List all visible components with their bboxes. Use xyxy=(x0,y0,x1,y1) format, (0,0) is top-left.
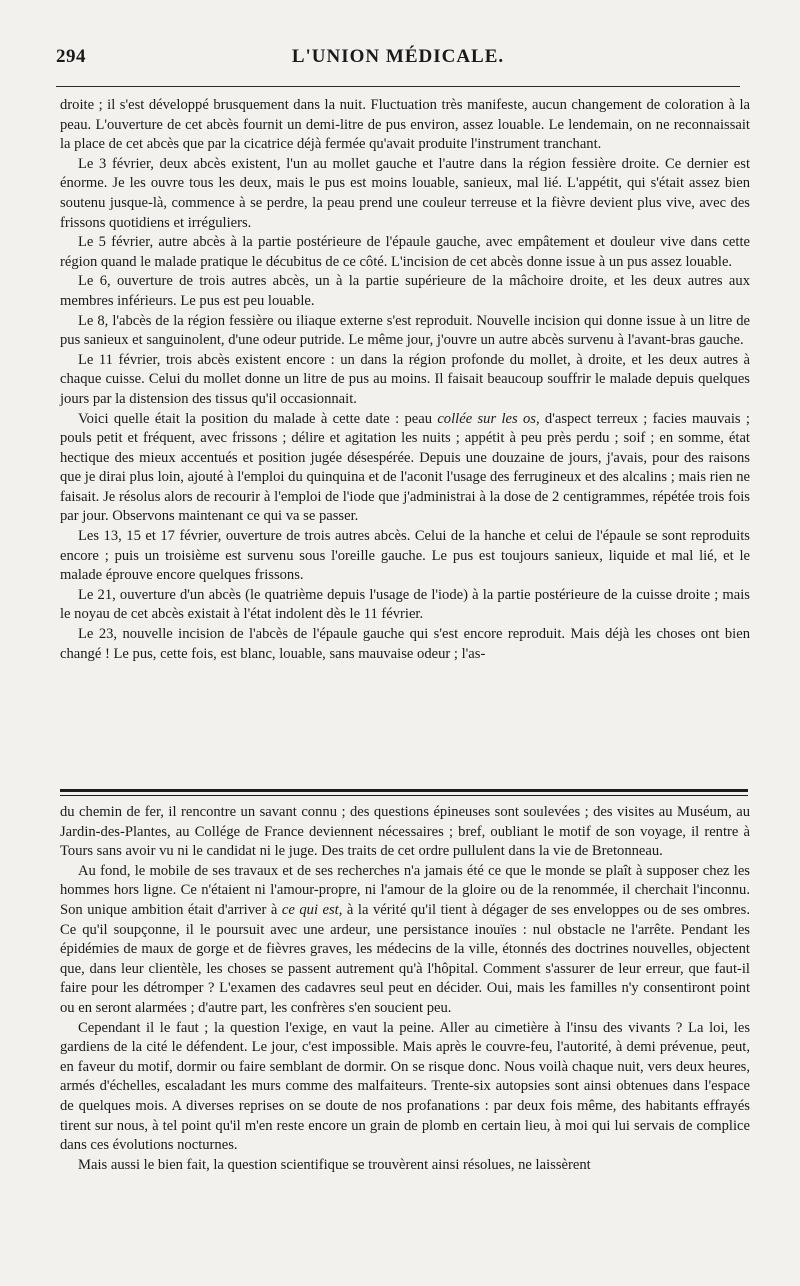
feuilleton-divider-thin xyxy=(60,795,748,796)
article-paragraph: Le 21, ouverture d'un abcès (le quatrième depuis l'usage de l'iode) à la partie postérieure de la cuisse droite ; mais le noyau de cet abcès existait à l'état indolent dès le 11 février. xyxy=(60,586,750,623)
page-number: 294 xyxy=(56,46,86,67)
italic-phrase: ce qui est, xyxy=(281,901,343,918)
running-title: L'UNION MÉDICALE. xyxy=(291,46,505,67)
paragraph-text: Voici quelle était la position du malade à cette date : peau xyxy=(78,410,438,427)
feuilleton-paragraph xyxy=(60,862,750,1019)
header-rule xyxy=(56,86,740,87)
article-paragraph: droite ; il s'est développé brusquement dans la nuit. Fluctuation très manifeste, aucun changement de coloration à la peau. L'ouverture de cet abcès fournit un demi-litre de pus environ, assez louable. Le lendemain, on ne reconnaissait la place de cet abcès que par la cicatrice déjà fermée qu'avait produite l'instrument tranchant. xyxy=(60,97,750,153)
article-paragraph: Le 5 février, autre abcès à la partie postérieure de l'épaule gauche, avec empâtement et douleur vive dans cette région quand le malade pratique le décubitus de ce côté. L'incision de cet abcès donne issue à un pus assez louable. xyxy=(60,234,750,270)
article-paragraph xyxy=(60,410,750,528)
article-paragraph: Le 8, l'abcès de la région fessière ou iliaque externe s'est reproduit. Nouvelle incision qui donne issue à un litre de pus sanieux et sanguinolent, d'une odeur putride. Le même jour, j'ouvre un autre abcès survenu à l'avant-bras gauche. xyxy=(60,312,750,349)
italic-phrase: collée sur les os, xyxy=(437,410,540,427)
article-paragraph: Le 3 février, deux abcès existent, l'un au mollet gauche et l'autre dans la région fessière droite. Ce dernier est énorme. Je les ouvre tous les deux, mais le pus est moins louable, sanieux, mal lié. L'appétit, qui s'était assez bien soutenu jusque-là, commence à se perdre, la peau prend une couleur terreuse et la fièvre devient plus vive, avec des frissons quotidiens et irréguliers. xyxy=(60,155,750,231)
article-paragraph: Le 6, ouverture de trois autres abcès, un à la partie supérieure de la mâchoire droite, et les deux autres aux membres inférieurs. Le pus est peu louable. xyxy=(60,273,750,309)
feuilleton-divider-thick xyxy=(60,789,748,792)
feuilleton-paragraph: du chemin de fer, il rencontre un savant connu ; des questions épineuses sont soulevées ; des visites au Muséum, au Jardin-des-Plantes, au Collége de France deviennent nécessaires ; bref, oubliant le motif de son voyage, il rentre à Tours sans avoir vu ni le candidat ni le juge. Des traits de cet ordre pullulent dans la vie de Bretonneau. xyxy=(60,804,750,860)
feuilleton-paragraph: Cependant il le faut ; la question l'exige, en vaut la peine. Aller au cimetière à l'insu des vivants ? La loi, les gardiens de la cité le défendent. Le jour, c'est impossible. Mais après le couvre-feu, l'autorité, à demi prévenue, peut, en faveur du motif, dormir ou faire semblant de dormir. On se risque donc. Nous voilà chaque nuit, vers deux heures, armés d'échelles, escaladant les murs comme des malfaiteurs. Trente-six autopsies sont ainsi obtenues dans l'espace de quelques mois. A diverses reprises on se doute de nos profanations : par deux fois même, des habitants effrayés tirent sur nous, à tel point qu'il m'en reste encore un grain de plomb en certain lieu, à moi qui lui servais de complice dans ces évolutions nocturnes. xyxy=(60,1019,750,1154)
paragraph-text: à la vérité qu'il tient à dégager de ses enveloppes ou de ses ombres. Ce qu'il soupçonne, il le poursuit avec une ardeur, une persistance inouïes : nul obstacle ne l'arrête. Pendant les épidémies de maux de gorge et de fièvres graves, les médecins de la ville, étonnés des doctrines nouvelles, objectent que, dans leur clientèle, les choses se passent autrement qu'à l'hôpital. Comment s'assurer de leur erreur, que faut-il faire pour les détromper ? L'examen des cadavres seul peut en décider. Oui, mais les familles n'y consentiront point ou en seront alarmées ; d'autre part, les confrères s'en soucient peu. xyxy=(60,901,750,1016)
paragraph-text: d'aspect terreux ; facies mauvais ; pouls petit et fréquent, avec frissons ; délire et agitation les nuits ; appétit à peu près perdu ; soif ; en somme, état hectique des mieux accentués et position jugée désespérée. Depuis une douzaine de jours, j'avais, pour des raisons que je dirai plus loin, ajouté à l'emploi du quinquina et de l'aconit l'usage des ferrugineux et des alcalins ; mais rien ne faisait. Je résolus alors de recourir à l'emploi de l'iode que j'administrai à la dose de 2 centigrammes, répétée trois fois par jour. Observons maintenant ce qui va se passer. xyxy=(60,410,750,525)
paragraph-text: Au fond, le mobile de ses travaux et de ses recherches n'a jamais été ce que le monde se plaît à supposer chez les hommes hors ligne. Ce n'étaient ni l'amour-propre, ni l'amour de la gloire ou de la renommée, il cherchait l'inconnu. Son unique ambition était d'arriver à xyxy=(60,862,750,918)
article-paragraph: Les 13, 15 et 17 février, ouverture de trois autres abcès. Celui de la hanche et celui de l'épaule se sont reproduits encore ; puis un troisième est survenu sous l'oreille gauche. Le pus est toujours sanieux, liquide et mal lié, et le malade éprouve encore quelques frissons. xyxy=(60,528,750,584)
main-article-body xyxy=(60,96,750,664)
article-paragraph: Le 11 février, trois abcès existent encore : un dans la région profonde du mollet, à droite, et les deux autres à chaque cuisse. Celui du mollet donne un litre de pus au moins. Il faisait beaucoup souffrir le malade depuis quelques jours par la distension des tissus qu'il occasionnait. xyxy=(60,351,750,407)
feuilleton-paragraph: Mais aussi le bien fait, la question scientifique se trouvèrent ainsi résolues, ne laissèrent xyxy=(78,1156,591,1173)
feuilleton-body xyxy=(60,803,750,1175)
article-paragraph: Le 23, nouvelle incision de l'abcès de l'épaule gauche qui s'est encore reproduit. Mais déjà les choses ont bien changé ! Le pus, cette fois, est blanc, louable, sans mauvaise odeur ; l'as- xyxy=(60,626,750,662)
page-header xyxy=(56,46,740,76)
